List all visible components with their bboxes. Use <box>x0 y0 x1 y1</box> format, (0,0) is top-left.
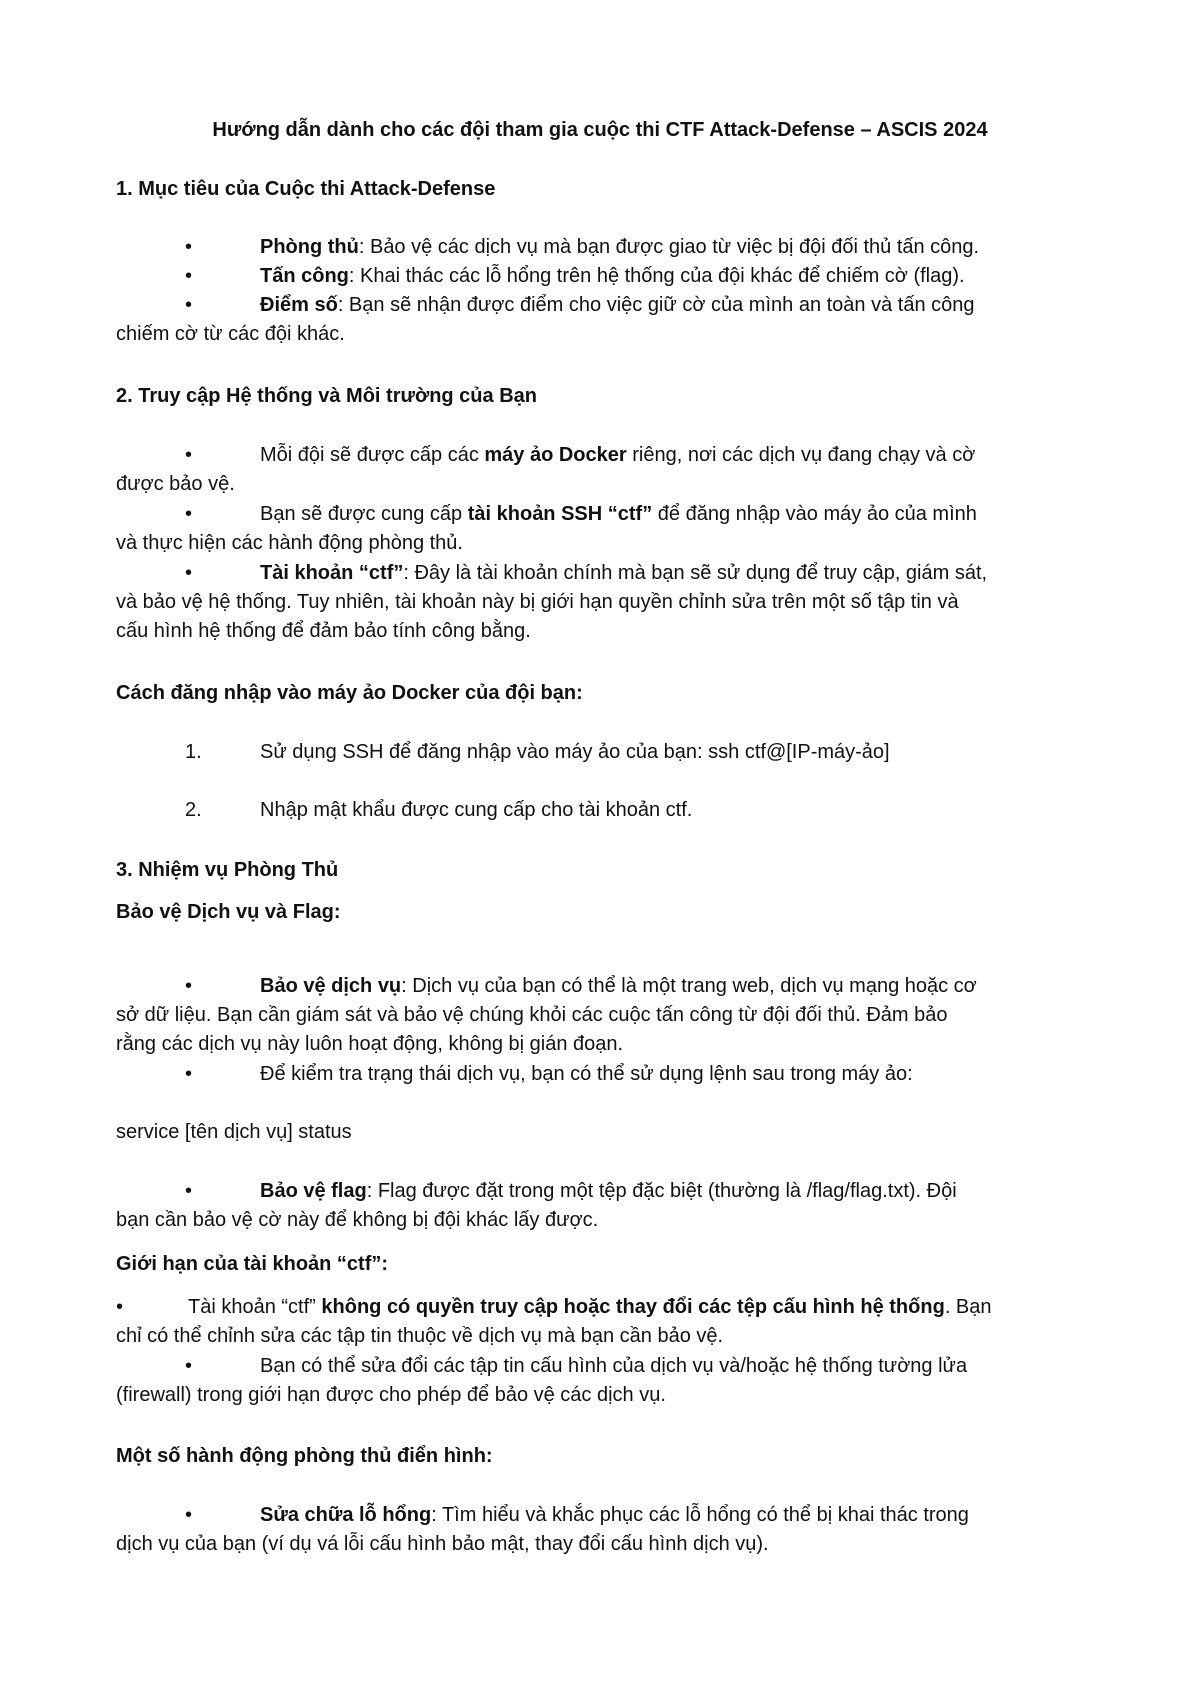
list-item <box>188 1293 992 1321</box>
list-item: Để kiểm tra trạng thái dịch vụ, bạn có thể sử dụng lệnh sau trong máy ảo: <box>260 1063 913 1085</box>
list-item <box>260 1501 969 1529</box>
item-bold: không có quyền truy cập hoặc thay đổi các tệp cấu hình hệ thống <box>321 1296 945 1318</box>
item-continuation: cấu hình hệ thống để đảm bảo tính công bằng. <box>116 620 531 642</box>
item-text: riêng, nơi các dịch vụ đang chạy và cờ <box>626 444 976 466</box>
document-title: Hướng dẫn dành cho các đội tham gia cuộc thi CTF Attack-Defense – ASCIS 2024 <box>212 119 988 141</box>
subsection-heading: Bảo vệ Dịch vụ và Flag: <box>116 901 341 923</box>
login-heading: Cách đăng nhập vào máy ảo Docker của đội bạn: <box>116 682 583 704</box>
item-continuation: sở dữ liệu. Bạn cần giám sát và bảo vệ chúng khỏi các cuộc tấn công từ đội đối thủ. Đảm bảo <box>116 1004 948 1026</box>
item-text: để đăng nhập vào máy ảo của mình <box>652 503 977 525</box>
list-item <box>260 262 965 290</box>
bullet: • <box>185 294 193 316</box>
bullet: • <box>185 444 193 466</box>
bullet: • <box>185 1355 193 1377</box>
bullet: • <box>185 236 193 258</box>
item-text: Bạn sẽ được cung cấp <box>260 503 468 525</box>
item-text: Tài khoản “ctf” <box>188 1296 322 1318</box>
limit-heading: Giới hạn của tài khoản “ctf”: <box>116 1253 389 1275</box>
list-item: Bạn có thể sửa đổi các tập tin cấu hình của dịch vụ và/hoặc hệ thống tường lửa <box>260 1355 968 1377</box>
list-item <box>260 972 977 1000</box>
item-text: : Bảo vệ các dịch vụ mà bạn được giao từ việc bị đội đối thủ tấn công. <box>358 236 980 258</box>
actions-heading: Một số hành động phòng thủ điển hình: <box>116 1445 493 1467</box>
item-bold: tài khoản SSH “ctf” <box>467 503 653 525</box>
item-bold: máy ảo Docker <box>484 444 627 466</box>
item-continuation: và bảo vệ hệ thống. Tuy nhiên, tài khoản này bị giới hạn quyền chỉnh sửa trên một số tập tin và <box>116 591 959 613</box>
bullet: • <box>185 1504 193 1526</box>
item-text: . Bạn <box>944 1296 992 1318</box>
item-text: : Đây là tài khoản chính mà bạn sẽ sử dụng để truy cập, giám sát, <box>403 562 988 584</box>
item-continuation: (firewall) trong giới hạn được cho phép để bảo vệ các dịch vụ. <box>116 1384 666 1406</box>
item-text: : Flag được đặt trong một tệp đặc biệt (thường là /flag/flag.txt). Đội <box>366 1180 957 1202</box>
step-text: Sử dụng SSH để đăng nhập vào máy ảo của bạn: ssh ctf@[IP-máy-ảo] <box>260 741 890 763</box>
item-continuation: bạn cần bảo vệ cờ này để không bị đội khác lấy được. <box>116 1209 599 1231</box>
step-number: 1. <box>185 741 202 763</box>
item-bold: Tài khoản “ctf” <box>260 562 404 584</box>
section-2-heading: 2. Truy cập Hệ thống và Môi trường của Bạn <box>116 385 537 407</box>
item-text: : Bạn sẽ nhận được điểm cho việc giữ cờ của mình an toàn và tấn công <box>337 294 975 316</box>
item-text: Mỗi đội sẽ được cấp các <box>260 444 485 466</box>
bullet: • <box>116 1296 124 1318</box>
list-item <box>260 291 975 319</box>
item-continuation: được bảo vệ. <box>116 473 235 495</box>
item-bold: Phòng thủ <box>260 236 359 258</box>
step-number: 2. <box>185 799 202 821</box>
bullet: • <box>185 1180 193 1202</box>
item-text: : Dịch vụ của bạn có thể là một trang web, dịch vụ mạng hoặc cơ <box>401 975 977 997</box>
item-continuation: chiếm cờ từ các đội khác. <box>116 323 345 345</box>
bullet: • <box>185 503 193 525</box>
item-text: : Khai thác các lỗ hổng trên hệ thống của đội khác để chiếm cờ (flag). <box>348 265 965 287</box>
section-3-heading: 3. Nhiệm vụ Phòng Thủ <box>116 859 339 881</box>
item-bold: Bảo vệ flag <box>260 1180 367 1202</box>
item-bold: Tấn công <box>260 265 349 287</box>
bullet: • <box>185 1063 193 1085</box>
section-1-heading: 1. Mục tiêu của Cuộc thi Attack-Defense <box>116 178 496 200</box>
list-item <box>260 441 975 469</box>
item-bold: Điểm số <box>260 294 338 316</box>
item-continuation: rằng các dịch vụ này luôn hoạt động, không bị gián đoạn. <box>116 1033 624 1055</box>
item-continuation: dịch vụ của bạn (ví dụ vá lỗi cấu hình bảo mật, thay đổi cấu hình dịch vụ). <box>116 1533 769 1555</box>
item-bold: Sửa chữa lỗ hổng <box>260 1504 432 1526</box>
bullet: • <box>185 265 193 287</box>
bullet: • <box>185 975 193 997</box>
list-item <box>260 233 979 261</box>
list-item <box>260 559 987 587</box>
step-text: Nhập mật khẩu được cung cấp cho tài khoản ctf. <box>260 799 693 821</box>
bullet: • <box>185 562 193 584</box>
item-continuation: và thực hiện các hành động phòng thủ. <box>116 532 463 554</box>
command-text: service [tên dịch vụ] status <box>116 1121 352 1143</box>
item-bold: Bảo vệ dịch vụ <box>260 975 402 997</box>
item-continuation: chỉ có thể chỉnh sửa các tập tin thuộc về dịch vụ mà bạn cần bảo vệ. <box>116 1325 724 1347</box>
item-text: : Tìm hiểu và khắc phục các lỗ hổng có thể bị khai thác trong <box>431 1504 969 1526</box>
list-item <box>260 1177 957 1205</box>
list-item <box>260 500 977 528</box>
